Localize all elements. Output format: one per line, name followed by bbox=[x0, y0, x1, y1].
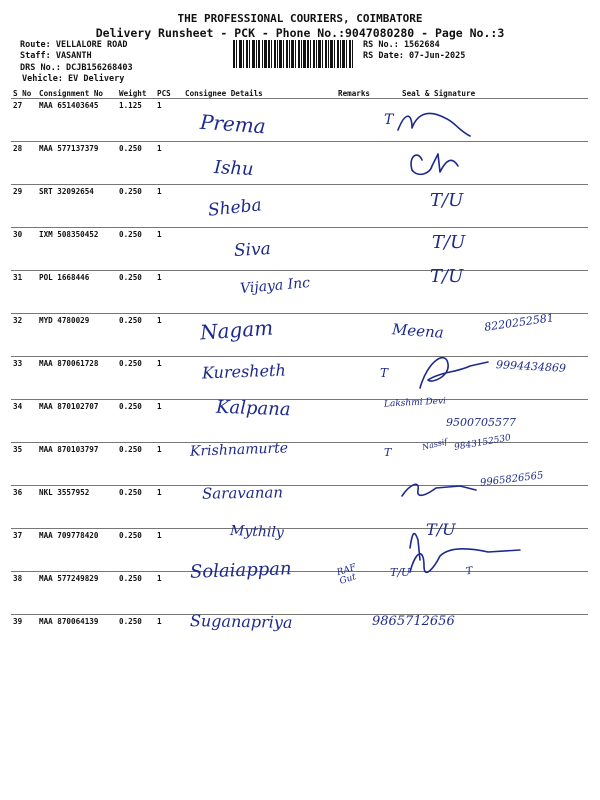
handwritten-phone: 9843152530 bbox=[453, 433, 512, 453]
barcode-image bbox=[233, 40, 353, 68]
handwritten-consignee: Solaiappan bbox=[189, 558, 292, 583]
col-header-remarks: Remarks bbox=[336, 88, 378, 99]
cell-pcs: 1 bbox=[155, 486, 183, 529]
cell-weight: 0.250 bbox=[117, 400, 155, 443]
cell-weight: 0.250 bbox=[117, 185, 155, 228]
handwritten-consignee: Kalpana bbox=[215, 396, 291, 421]
cell-pcs: 1 bbox=[155, 314, 183, 357]
cell-sno: 35 bbox=[11, 443, 37, 486]
cell-pcs: 1 bbox=[155, 529, 183, 572]
table-row bbox=[11, 615, 588, 674]
cell-pcs: 1 bbox=[155, 357, 183, 400]
cell-consignee bbox=[183, 142, 336, 185]
handwritten-phone: 9500705577 bbox=[446, 416, 516, 429]
cell-consignment: IXM 508350452 bbox=[37, 228, 117, 271]
cell-sno: 36 bbox=[11, 486, 37, 529]
handwritten-phone: 9965826565 bbox=[479, 470, 545, 489]
cell-weight: 0.250 bbox=[117, 486, 155, 529]
cell-remarks bbox=[336, 357, 378, 400]
cell-pcs: 1 bbox=[155, 228, 183, 271]
cell-sno: 37 bbox=[11, 529, 37, 572]
cell-consignment: MAA 651403645 bbox=[37, 99, 117, 142]
cell-sno: 33 bbox=[11, 357, 37, 400]
cell-signature bbox=[378, 228, 588, 271]
handwritten-remark: RAF Gut bbox=[335, 562, 358, 587]
handwritten-tick: T bbox=[384, 112, 394, 128]
cell-pcs: 1 bbox=[155, 572, 183, 615]
col-header-sno: S No bbox=[11, 88, 37, 99]
rs-date-field: RS Date: 07-Jun-2025 bbox=[363, 51, 466, 61]
cell-weight: 0.250 bbox=[117, 443, 155, 486]
handwritten-consignee: Siva bbox=[233, 239, 272, 261]
cell-pcs: 1 bbox=[155, 443, 183, 486]
table-row bbox=[11, 572, 588, 615]
cell-weight: 0.250 bbox=[117, 142, 155, 185]
cell-weight: 0.250 bbox=[117, 357, 155, 400]
col-header-signature: Seal & Signature bbox=[378, 88, 588, 99]
cell-consignment: MAA 870061728 bbox=[37, 357, 117, 400]
cell-sno: 29 bbox=[11, 185, 37, 228]
table-row bbox=[11, 486, 588, 529]
cell-sno: 28 bbox=[11, 142, 37, 185]
handwritten-consignee: Suganapriya bbox=[189, 611, 293, 632]
col-header-weight: Weight bbox=[117, 88, 155, 99]
cell-consignment: MAA 870064139 bbox=[39, 617, 99, 626]
cell-signature bbox=[378, 185, 588, 228]
table-row bbox=[11, 228, 588, 271]
cell-consignment: POL 1668446 bbox=[37, 271, 117, 314]
company-title: THE PROFESSIONAL COURIERS, COIMBATORE bbox=[177, 12, 423, 25]
cell-remarks bbox=[336, 271, 378, 314]
table-row bbox=[11, 529, 588, 572]
handwritten-tick: T bbox=[380, 366, 389, 380]
table-header-row bbox=[11, 88, 588, 99]
cell-consignment: MAA 870102707 bbox=[37, 400, 117, 443]
cell-remarks bbox=[336, 486, 378, 529]
cell-remarks bbox=[336, 443, 378, 486]
handwritten-received: T/U bbox=[432, 232, 466, 253]
cell-signature bbox=[378, 271, 588, 314]
cell-weight: 0.250 bbox=[117, 314, 155, 357]
handwritten-consignee: Nagam bbox=[199, 315, 274, 345]
cell-weight: 0.250 bbox=[119, 617, 142, 626]
cell-sno: 31 bbox=[11, 271, 37, 314]
handwritten-consignee: Kuresheth bbox=[201, 360, 287, 383]
cell-consignment: MAA 870103797 bbox=[37, 443, 117, 486]
cell-consignment: NKL 3557952 bbox=[37, 486, 117, 529]
handwritten-phone: T bbox=[465, 565, 474, 578]
cell-remarks bbox=[336, 228, 378, 271]
cell-sno: 30 bbox=[11, 228, 37, 271]
handwritten-received: T/U bbox=[430, 266, 464, 287]
cell-consignment: MYD 4780029 bbox=[37, 314, 117, 357]
vehicle-field: Vehicle: EV Delivery bbox=[22, 74, 125, 84]
handwritten-consignee: Prema bbox=[199, 109, 267, 139]
cell-sno: 34 bbox=[11, 400, 37, 443]
cell-sno: 27 bbox=[11, 99, 37, 142]
cell-pcs: 1 bbox=[155, 99, 183, 142]
handwritten-phone: 9994434869 bbox=[495, 358, 567, 375]
cell-pcs: 1 bbox=[155, 271, 183, 314]
handwritten-received: T/U bbox=[426, 520, 456, 539]
cell-sno: 38 bbox=[11, 572, 37, 615]
cell-consignment: MAA 577137379 bbox=[37, 142, 117, 185]
cell-signature bbox=[378, 99, 588, 142]
handwritten-signature: Lakshmi Devi bbox=[383, 396, 447, 410]
table-row bbox=[11, 142, 588, 185]
runsheet-table bbox=[11, 88, 588, 673]
cell-remarks bbox=[336, 400, 378, 443]
cell-pcs: 1 bbox=[157, 617, 162, 626]
cell-remarks bbox=[336, 99, 378, 142]
handwritten-signature: 9865712656 bbox=[372, 614, 455, 629]
cell-consignment: SRT 32092654 bbox=[37, 185, 117, 228]
cell-sno: 39 bbox=[13, 617, 23, 626]
staff-field: Staff: VASANTH bbox=[20, 51, 92, 61]
drs-number-field: DRS No.: DCJB156268403 bbox=[20, 63, 133, 73]
handwritten-tick: T/U bbox=[390, 566, 411, 579]
rs-number-field: RS No.: 1562684 bbox=[363, 40, 440, 50]
cell-weight: 0.250 bbox=[117, 572, 155, 615]
handwritten-consignee: Vijaya Inc bbox=[239, 274, 311, 298]
handwritten-consignee: Saravanan bbox=[201, 483, 284, 503]
table-row bbox=[11, 185, 588, 228]
handwritten-phone: 8220252581 bbox=[483, 311, 555, 334]
col-header-consignment: Consignment No bbox=[37, 88, 117, 99]
handwritten-consignee: Mythily bbox=[229, 523, 285, 541]
handwritten-tick: T bbox=[384, 446, 392, 459]
handwritten-consignee: Sheba bbox=[207, 195, 263, 221]
cell-signature bbox=[378, 486, 588, 529]
handwritten-signature: Nassif bbox=[421, 437, 449, 452]
route-field: Route: VELLALORE ROAD bbox=[20, 40, 128, 50]
handwritten-consignee: Krishnamurte bbox=[189, 440, 289, 460]
cell-remarks bbox=[336, 185, 378, 228]
handwritten-received: T/U bbox=[430, 190, 464, 211]
col-header-pcs: PCS bbox=[155, 88, 183, 99]
cell-remarks bbox=[336, 142, 378, 185]
cell-weight: 0.250 bbox=[117, 271, 155, 314]
cell-pcs: 1 bbox=[155, 185, 183, 228]
cell-weight: 1.125 bbox=[117, 99, 155, 142]
runsheet-subtitle: Delivery Runsheet - PCK - Phone No.:9047080280 - Page No.:3 bbox=[95, 26, 505, 40]
cell-sno: 32 bbox=[11, 314, 37, 357]
cell-pcs: 1 bbox=[155, 142, 183, 185]
handwritten-signature: Meena bbox=[391, 320, 445, 342]
handwritten-consignee: Ishu bbox=[213, 156, 255, 181]
cell-remarks bbox=[336, 314, 378, 357]
cell-signature bbox=[378, 142, 588, 185]
col-header-consignee: Consignee Details bbox=[183, 88, 336, 99]
cell-pcs: 1 bbox=[155, 400, 183, 443]
cell-consignment: MAA 709778420 bbox=[37, 529, 117, 572]
cell-weight: 0.250 bbox=[117, 228, 155, 271]
table-row bbox=[11, 99, 588, 142]
cell-weight: 0.250 bbox=[117, 529, 155, 572]
cell-consignment: MAA 577249829 bbox=[37, 572, 117, 615]
